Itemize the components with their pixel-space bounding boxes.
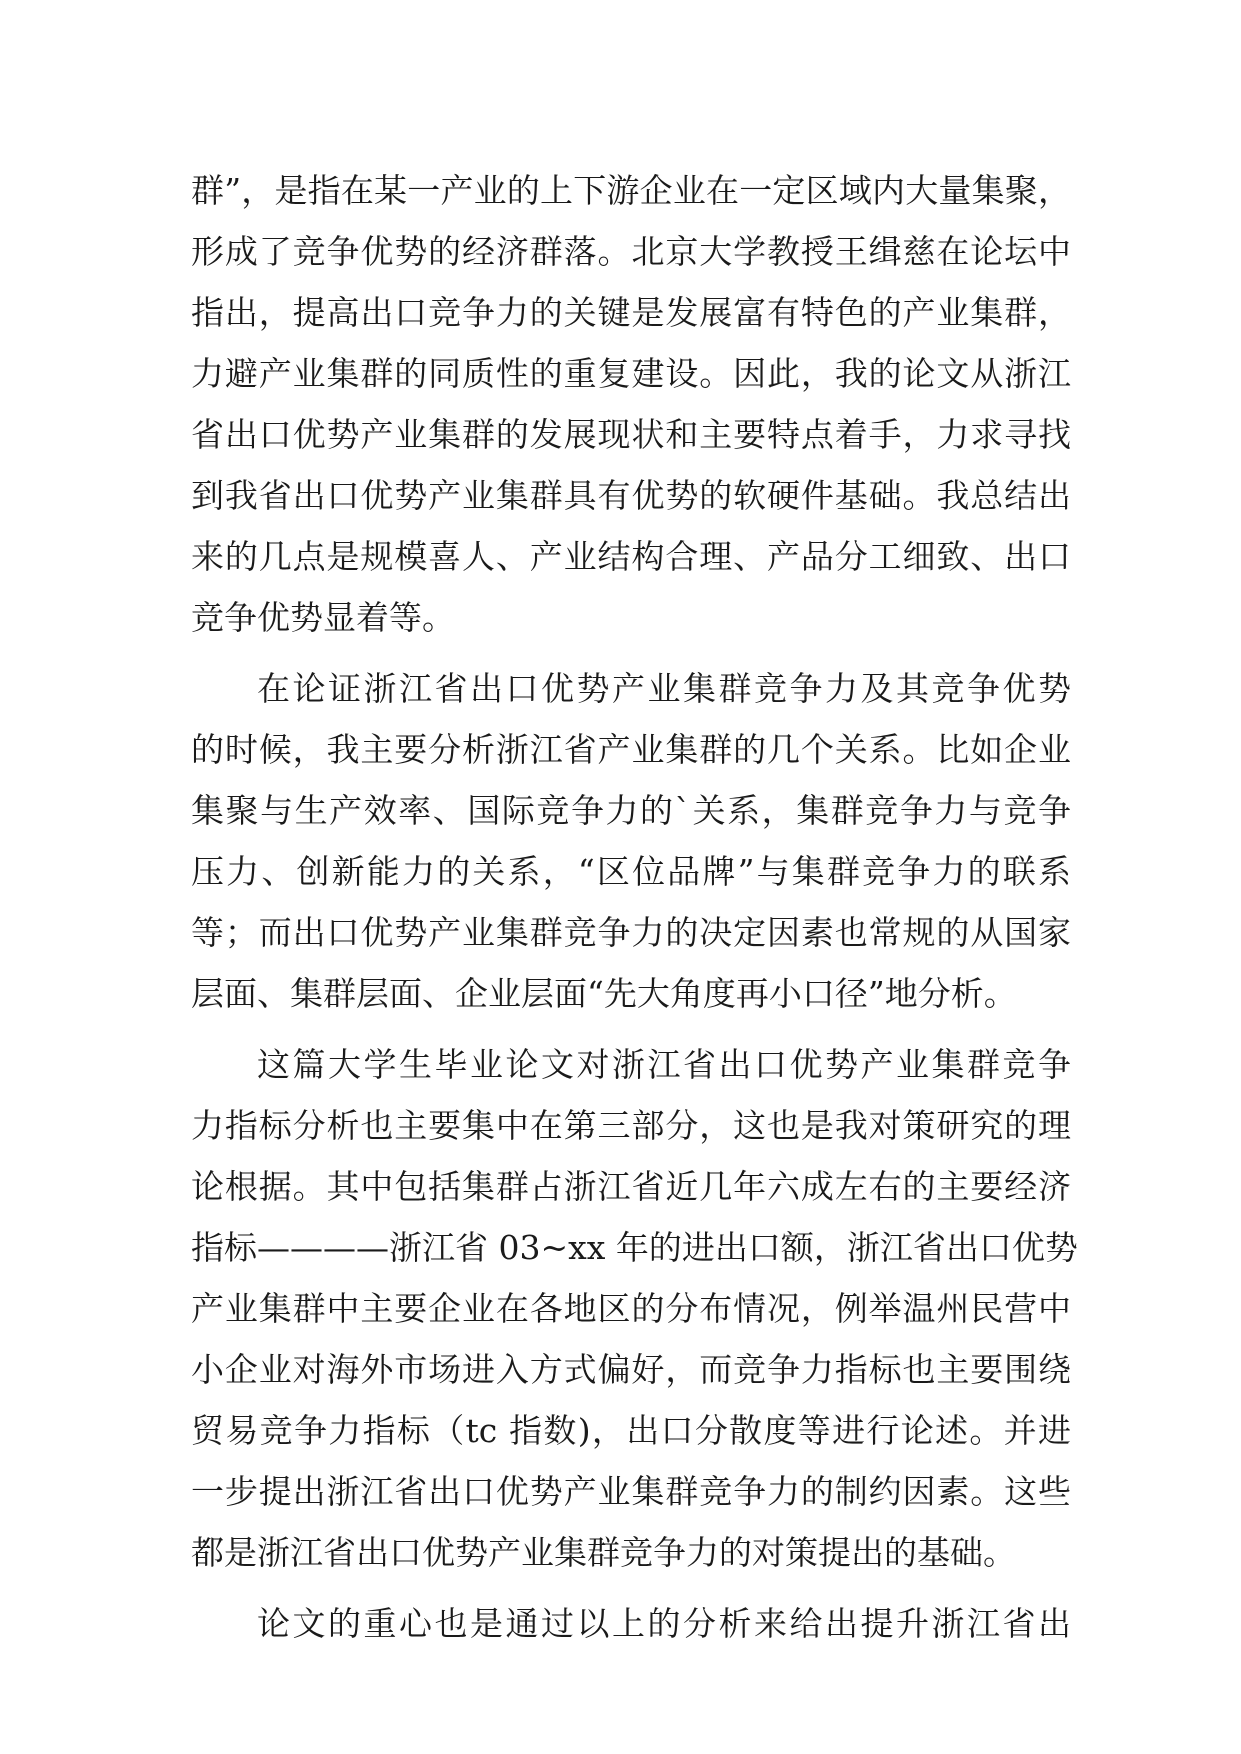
text-line: 群”，是指在某一产业的上下游企业在一定区域内大量集聚， [191,171,1071,210]
body-text [191,160,1078,1654]
text-line: 形成了竞争优势的经济群落。北京大学教授王缉慈在论坛中 [191,232,1071,271]
text-line: 的时候，我主要分析浙江省产业集群的几个关系。比如企业 [191,730,1071,769]
text-line: 等；而出口优势产业集群竞争力的决定因素也常规的从国家 [191,913,1071,952]
text-line: 指标————浙江省 03~xx 年的进出口额，浙江省出口优势 [191,1228,1078,1267]
text-line: 指出，提高出口竞争力的关键是发展富有特色的产业集群， [191,293,1071,332]
text-line: 贸易竞争力指标（tc 指数)，出口分散度等进行论述。并进 [191,1411,1071,1450]
text-line: 都是浙江省出口优势产业集群竞争力的对策提出的基础。 [191,1533,1016,1572]
text-line: 力指标分析也主要集中在第三部分，这也是我对策研究的理 [191,1106,1071,1145]
text-line: 产业集群中主要企业在各地区的分布情况，例举温州民营中 [191,1289,1071,1328]
text-line: 这篇大学生毕业论文对浙江省出口优势产业集群竞争 [257,1045,1071,1084]
paragraph-2 [191,658,1071,1024]
text-line: 省出口优势产业集群的发展现状和主要特点着手，力求寻找 [191,415,1071,454]
text-line: 到我省出口优势产业集群具有优势的软硬件基础。我总结出 [191,476,1071,515]
text-line: 在论证浙江省出口优势产业集群竞争力及其竞争优势 [257,669,1071,708]
text-line: 小企业对海外市场进入方式偏好，而竞争力指标也主要围绕 [191,1350,1071,1389]
text-line: 来的几点是规模喜人、产业结构合理、产品分工细致、出口 [191,537,1071,576]
text-line: 论根据。其中包括集群占浙江省近几年六成左右的主要经济 [191,1167,1071,1206]
text-line: 层面、集群层面、企业层面“先大角度再小口径”地分析。 [191,974,1017,1013]
paragraph-4 [191,1593,1071,1654]
text-line: 一步提出浙江省出口优势产业集群竞争力的制约因素。这些 [191,1472,1071,1511]
text-line: 集聚与生产效率、国际竞争力的`关系，集群竞争力与竞争 [191,791,1071,830]
text-line: 竞争优势显着等。 [191,598,455,637]
text-line: 力避产业集群的同质性的重复建设。因此，我的论文从浙江 [191,354,1071,393]
paragraph-1 [191,160,1071,648]
text-line: 论文的重心也是通过以上的分析来给出提升浙江省出 [257,1604,1071,1643]
text-line: 压力、创新能力的关系，“区位品牌”与集群竞争力的联系 [191,852,1071,891]
paragraph-3 [191,1034,1078,1583]
